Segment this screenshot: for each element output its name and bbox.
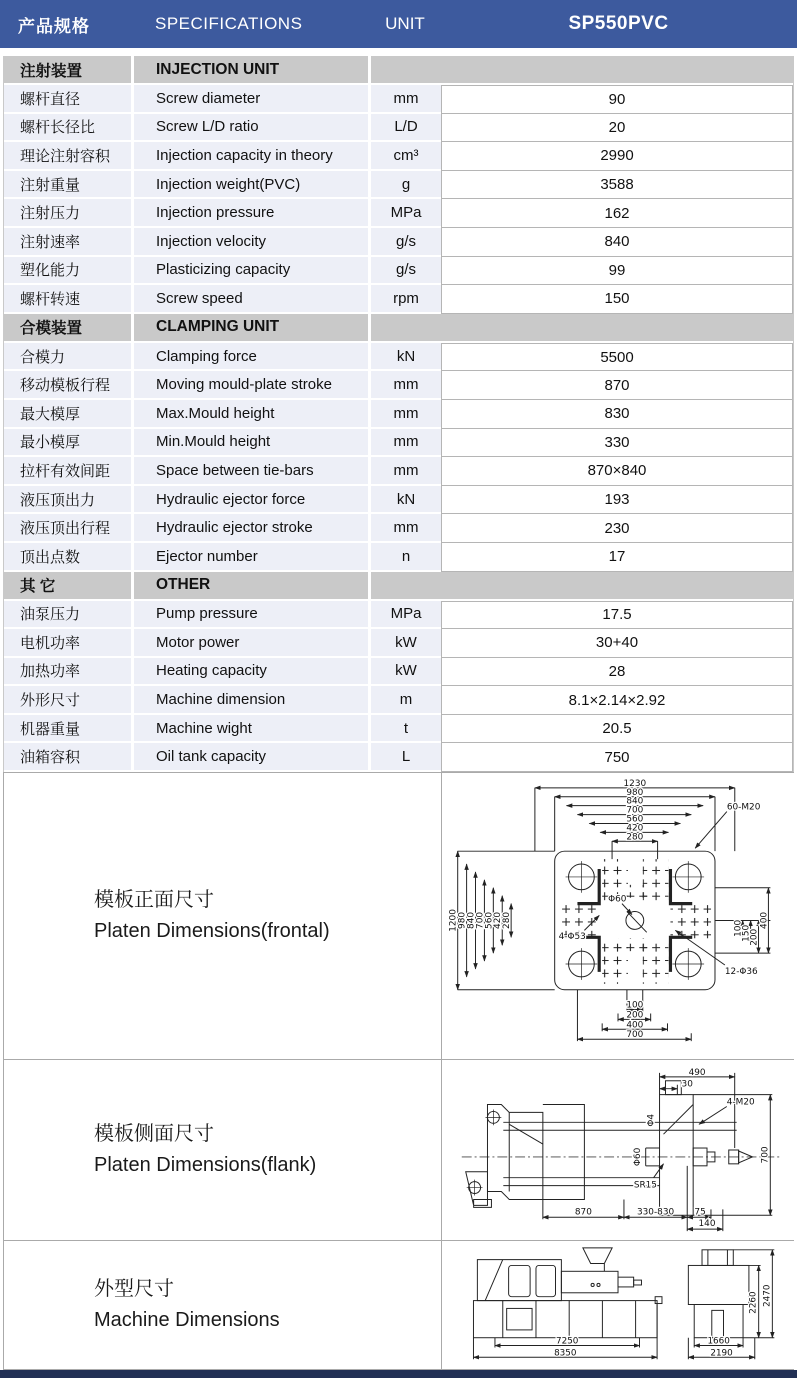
spec-name-en: Space between tie-bars: [134, 457, 371, 486]
spec-name-en: Pump pressure: [134, 601, 371, 630]
spec-name-cn: 螺杆直径: [4, 85, 134, 114]
spec-value: 3588: [441, 171, 793, 200]
dim-label: 140: [698, 1219, 716, 1230]
spec-unit: g/s: [371, 257, 441, 286]
dim-label: 30: [681, 1079, 693, 1090]
diagram-title-cn: 模板正面尺寸: [94, 889, 214, 912]
bolt-holes-label: 60-M20: [726, 802, 761, 813]
center-hole-label: Φ60: [608, 894, 627, 905]
dim-label: 400: [759, 912, 770, 930]
dim-label: 700: [626, 805, 644, 816]
spec-unit: L: [371, 743, 441, 772]
spec-row: [4, 457, 793, 486]
spec-row: [4, 171, 793, 200]
spec-row: [4, 543, 793, 572]
spec-row: [4, 285, 793, 314]
dim-label: 8350: [554, 1348, 577, 1359]
spec-name-en: Machine wight: [134, 715, 371, 744]
dim-label: 840: [466, 912, 477, 930]
frontal-bottom-dims: [577, 990, 691, 1041]
spec-name-cn: 最大模厚: [4, 400, 134, 429]
spec-name-cn: 加热功率: [4, 658, 134, 687]
spec-name-en: Min.Mould height: [134, 429, 371, 458]
section-title-cn: 注射装置: [4, 56, 134, 85]
diagram-figure-flank: [441, 1060, 796, 1240]
spec-name-cn: 塑化能力: [4, 257, 134, 286]
spec-value: 2990: [441, 142, 793, 171]
spec-value: 830: [441, 400, 793, 429]
spec-value: 750: [441, 743, 793, 772]
spec-value: 90: [441, 85, 793, 114]
spec-unit: g: [371, 171, 441, 200]
spec-unit: rpm: [371, 285, 441, 314]
spec-name-cn: 液压顶出力: [4, 486, 134, 515]
spec-name-cn: 螺杆长径比: [4, 114, 134, 143]
frontal-platen-drawing: [442, 774, 796, 1058]
spec-row: [4, 743, 793, 772]
dim-label: 870: [574, 1207, 592, 1218]
diagram-title-cn: 模板侧面尺寸: [94, 1123, 214, 1146]
spec-unit: kN: [371, 343, 441, 372]
diagram-figure-machine: [441, 1241, 796, 1369]
diagram-label-frontal: [4, 773, 441, 1059]
spec-name-cn: 油箱容积: [4, 743, 134, 772]
spec-row: [4, 486, 793, 515]
dim-label: 490: [688, 1067, 706, 1078]
spec-name-en: Clamping force: [134, 343, 371, 372]
title-product-spec-cn: 产品规格: [18, 16, 90, 36]
spec-unit: L/D: [371, 114, 441, 143]
spec-name-cn: 理论注射容积: [4, 142, 134, 171]
dim-label: 75: [694, 1207, 706, 1218]
machine-end-view: [688, 1250, 749, 1338]
diagram-title-cn: 外型尺寸: [94, 1278, 174, 1301]
dim-label: 1200: [448, 909, 459, 932]
spec-value: 840: [441, 228, 793, 257]
spec-value: 230: [441, 514, 793, 543]
machine-drawing: [442, 1242, 796, 1368]
section-header-row: [4, 56, 793, 85]
spec-name-cn: 液压顶出行程: [4, 514, 134, 543]
frontal-left-dims: [449, 851, 555, 990]
spec-value: 870: [441, 371, 793, 400]
moving-platen-profile: [466, 1105, 585, 1208]
section-title-en: INJECTION UNIT: [134, 56, 371, 85]
spec-name-en: Plasticizing capacity: [134, 257, 371, 286]
title-unit: UNIT: [385, 14, 425, 33]
diagram-label-flank: [4, 1060, 441, 1240]
dim-label: 1230: [623, 778, 647, 789]
dim-label: 980: [626, 787, 644, 798]
spec-name-en: Screw speed: [134, 285, 371, 314]
spec-name-en: Injection pressure: [134, 199, 371, 228]
spec-name-en: Injection velocity: [134, 228, 371, 257]
spec-value: 5500: [441, 343, 793, 372]
spec-name-cn: 注射速率: [4, 228, 134, 257]
spec-value: 8.1×2.14×2.92: [441, 686, 793, 715]
spec-name-cn: 电机功率: [4, 629, 134, 658]
spec-name-en: Ejector number: [134, 543, 371, 572]
spec-row: [4, 371, 793, 400]
spec-name-cn: 最小模厚: [4, 429, 134, 458]
corner-holes-label: 4-Φ53: [558, 932, 586, 943]
dim-label: 150: [741, 924, 752, 942]
spec-unit: t: [371, 715, 441, 744]
dim-label: 200: [749, 928, 760, 946]
spec-name-en: Oil tank capacity: [134, 743, 371, 772]
diagram-figure-frontal: [441, 773, 796, 1059]
footer-bar: [0, 1370, 797, 1378]
section-header-row: [4, 314, 793, 343]
spec-row: [4, 658, 793, 687]
spec-unit: kN: [371, 486, 441, 515]
spec-value: 20.5: [441, 715, 793, 744]
dim-label: 2260: [748, 1291, 759, 1314]
spec-name-cn: 油泵压力: [4, 601, 134, 630]
spec-value: 330: [441, 429, 793, 458]
spec-row: [4, 601, 793, 630]
spec-unit: mm: [371, 371, 441, 400]
spec-name-cn: 拉杆有效间距: [4, 457, 134, 486]
sphere-label: SR15: [633, 1180, 657, 1191]
dim-label: 280: [626, 832, 644, 843]
spec-name-en: Max.Mould height: [134, 400, 371, 429]
spec-name-cn: 注射压力: [4, 199, 134, 228]
spec-value: 870×840: [441, 457, 793, 486]
spec-unit: MPa: [371, 601, 441, 630]
spec-row: [4, 114, 793, 143]
spec-row: [4, 228, 793, 257]
spec-name-en: Screw L/D ratio: [134, 114, 371, 143]
spec-value: 162: [441, 199, 793, 228]
dim-label: 1660: [707, 1336, 730, 1347]
spec-unit: kW: [371, 658, 441, 687]
spec-value: 30+40: [441, 629, 793, 658]
flank-platen-drawing: [442, 1061, 796, 1239]
section-header-spacer: [371, 56, 793, 85]
dim-label: 2470: [762, 1284, 773, 1307]
diagram-row-flank: [4, 1060, 793, 1241]
diagram-row-machine: [4, 1241, 793, 1369]
spec-row: [4, 199, 793, 228]
spec-value: 193: [441, 486, 793, 515]
spec-value: 20: [441, 114, 793, 143]
spec-name-en: Moving mould-plate stroke: [134, 371, 371, 400]
nozzle-dia-label: Φ4: [646, 1114, 657, 1127]
spec-name-cn: 外形尺寸: [4, 686, 134, 715]
dim-label: 840: [626, 796, 644, 807]
spec-row: [4, 715, 793, 744]
dim-label: 280: [502, 912, 513, 930]
dim-label: 700: [475, 912, 486, 930]
spec-name-en: Injection capacity in theory: [134, 142, 371, 171]
spec-name-en: Hydraulic ejector stroke: [134, 514, 371, 543]
spec-unit: cm³: [371, 142, 441, 171]
section-header-spacer: [371, 572, 793, 601]
spec-row: [4, 686, 793, 715]
dim-label: 100: [733, 919, 744, 937]
dim-label: 7250: [556, 1336, 579, 1347]
dim-label: 420: [626, 823, 644, 834]
dim-label: 560: [626, 814, 644, 825]
frontal-right-dims: [715, 888, 770, 953]
spec-value: 17.5: [441, 601, 793, 630]
spec-value: 17: [441, 543, 793, 572]
section-header-spacer: [371, 314, 793, 343]
spec-value: 150: [441, 285, 793, 314]
section-header-row: [4, 572, 793, 601]
center-dia-label: Φ60: [632, 1147, 643, 1167]
spec-name-en: Heating capacity: [134, 658, 371, 687]
spec-name-cn: 合模力: [4, 343, 134, 372]
spec-unit: mm: [371, 429, 441, 458]
spec-row: [4, 343, 793, 372]
dim-label: 400: [626, 1020, 644, 1031]
diagram-title-en: Platen Dimensions(flank): [94, 1154, 317, 1177]
spec-unit: n: [371, 543, 441, 572]
spec-table: [4, 56, 793, 772]
spec-row: [4, 429, 793, 458]
dim-label: 2190: [710, 1348, 733, 1359]
dim-label: 420: [493, 912, 504, 930]
section-title-cn: 其 它: [4, 572, 134, 601]
spec-name-cn: 螺杆转速: [4, 285, 134, 314]
ejector-holes-label: 12-Φ36: [724, 966, 758, 977]
dim-label: 330-830: [637, 1207, 675, 1218]
frontal-top-dims: [535, 779, 735, 859]
section-title-cn: 合模装置: [4, 314, 134, 343]
spec-unit: mm: [371, 400, 441, 429]
spec-name-en: Injection weight(PVC): [134, 171, 371, 200]
spec-name-cn: 注射重量: [4, 171, 134, 200]
spec-value: 28: [441, 658, 793, 687]
machine-side-view: [473, 1248, 662, 1338]
diagram-title-en: Machine Dimensions: [94, 1309, 280, 1332]
diagram-section: [3, 772, 794, 1370]
diagram-label-machine: [4, 1241, 441, 1369]
title-bar: [0, 0, 797, 48]
spec-row: [4, 629, 793, 658]
dim-label: 200: [626, 1010, 644, 1021]
dim-label: 700: [626, 1030, 644, 1041]
spec-unit: mm: [371, 514, 441, 543]
spec-name-en: Machine dimension: [134, 686, 371, 715]
model-number: SP550PVC: [568, 13, 669, 34]
spec-row: [4, 85, 793, 114]
dim-label: 560: [484, 912, 495, 930]
section-title-en: OTHER: [134, 572, 371, 601]
spec-row: [4, 257, 793, 286]
dim-label: 980: [457, 912, 468, 930]
spec-unit: m: [371, 686, 441, 715]
spec-row: [4, 142, 793, 171]
spec-name-en: Screw diameter: [134, 85, 371, 114]
title-specifications: SPECIFICATIONS: [155, 14, 303, 33]
spec-name-cn: 移动模板行程: [4, 371, 134, 400]
spec-row: [4, 514, 793, 543]
spec-unit: mm: [371, 457, 441, 486]
screw-label: 4-M20: [726, 1097, 755, 1108]
section-title-en: CLAMPING UNIT: [134, 314, 371, 343]
spec-unit: mm: [371, 85, 441, 114]
spec-value: 99: [441, 257, 793, 286]
spec-row: [4, 400, 793, 429]
spec-unit: g/s: [371, 228, 441, 257]
diagram-title-en: Platen Dimensions(frontal): [94, 920, 330, 943]
diagram-row-frontal: [4, 773, 793, 1060]
spec-name-cn: 顶出点数: [4, 543, 134, 572]
spec-name-cn: 机器重量: [4, 715, 134, 744]
spec-name-en: Hydraulic ejector force: [134, 486, 371, 515]
spec-unit: MPa: [371, 199, 441, 228]
dim-label: 700: [760, 1146, 771, 1164]
spec-name-en: Motor power: [134, 629, 371, 658]
spec-unit: kW: [371, 629, 441, 658]
dim-label: 100: [626, 1000, 644, 1011]
